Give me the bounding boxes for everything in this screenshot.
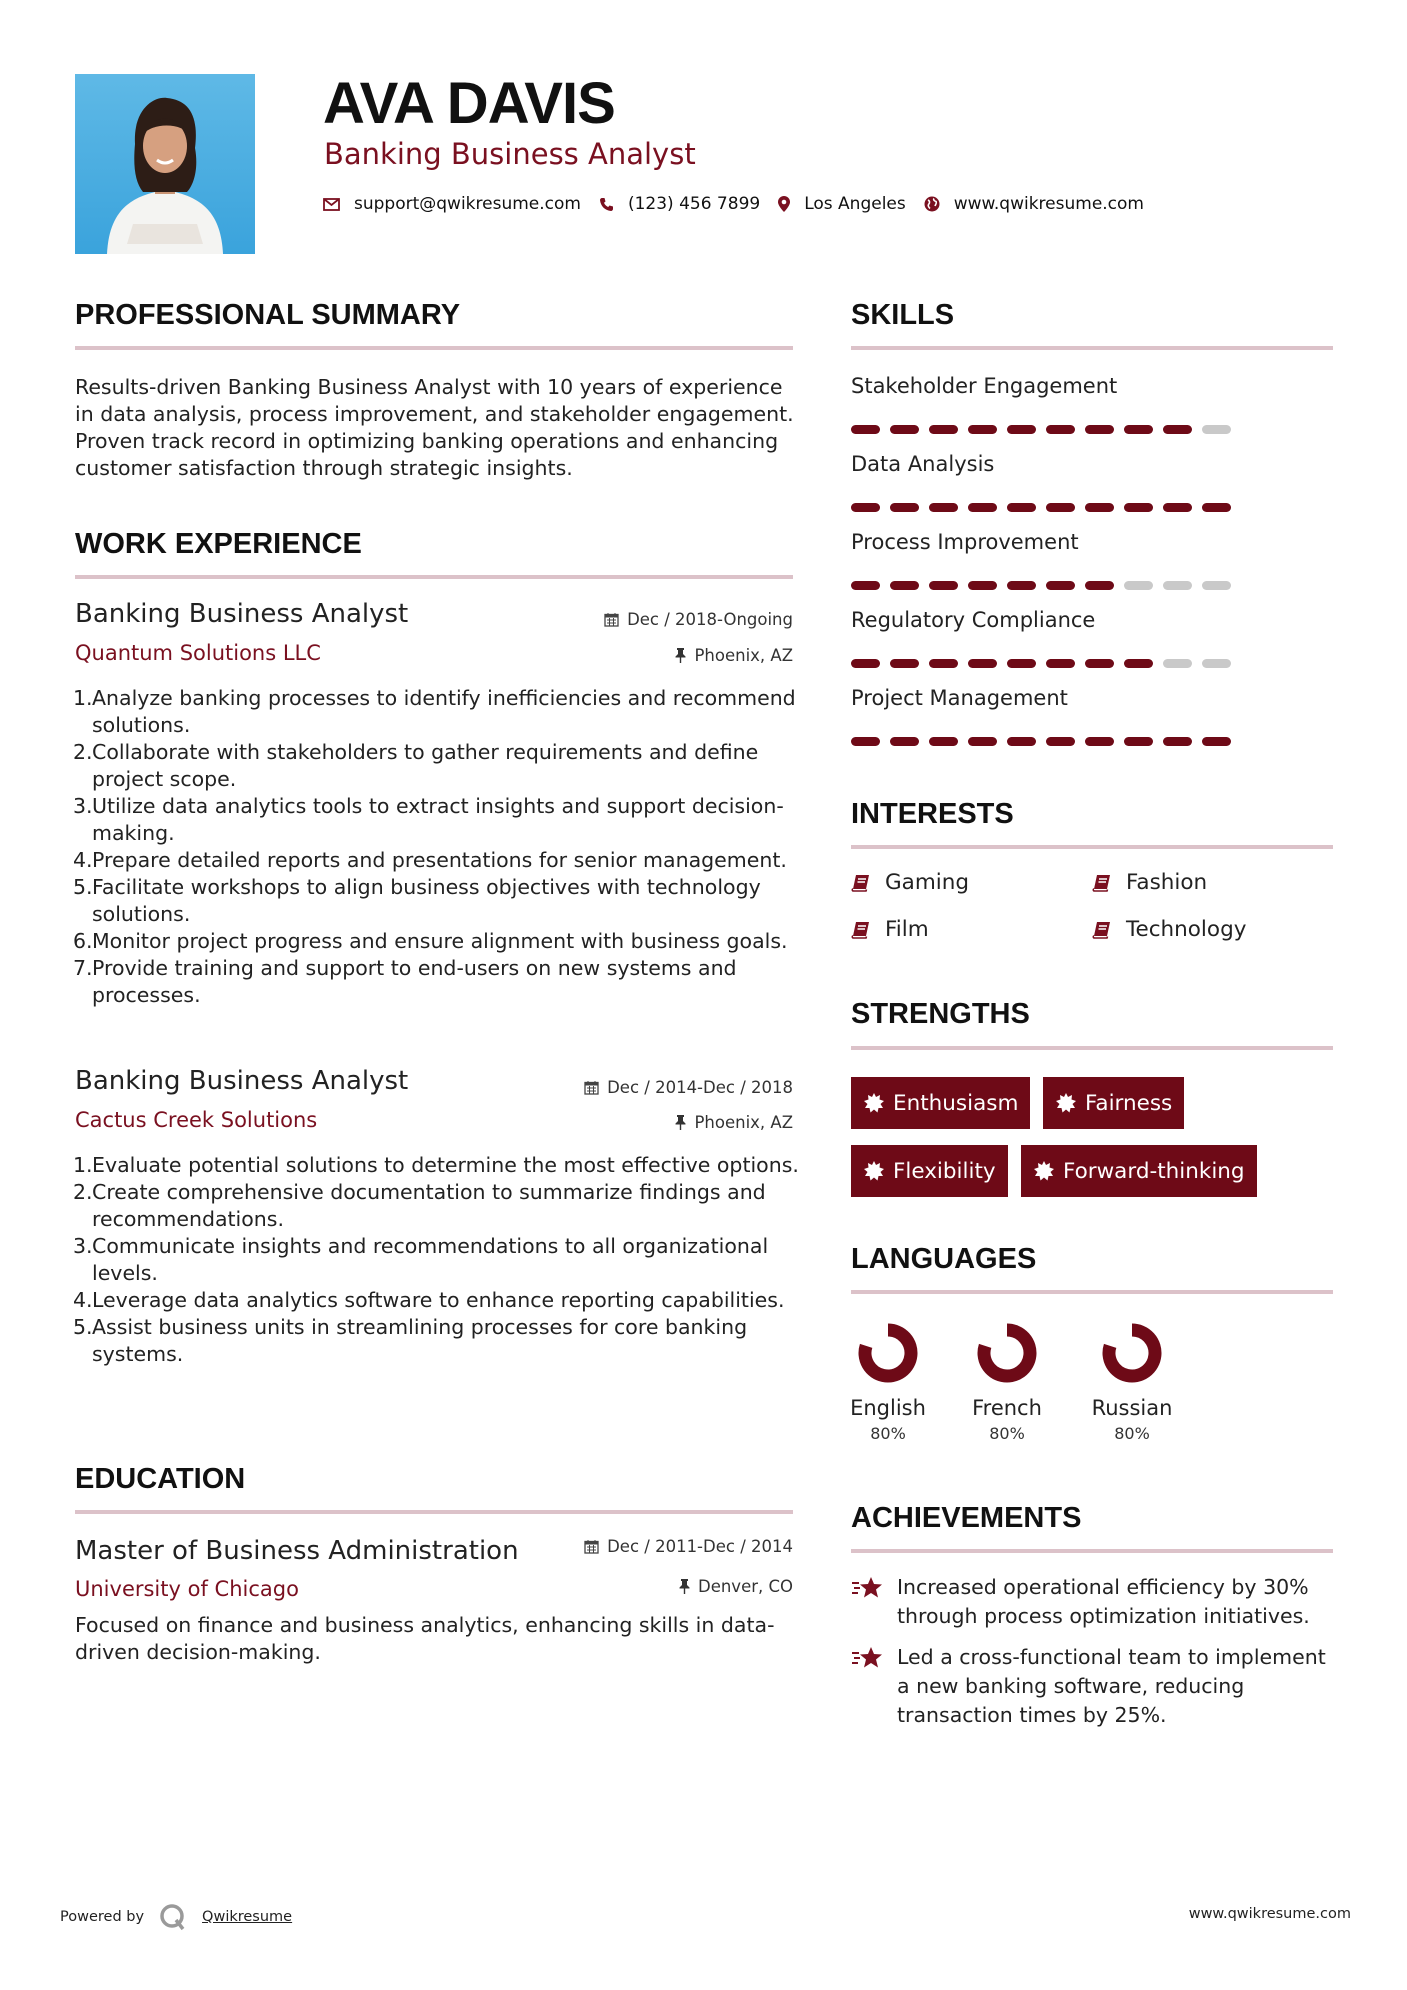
- skill-segment-filled: [1007, 581, 1036, 590]
- skill-segment-empty: [1202, 581, 1231, 590]
- languages-divider: [851, 1290, 1333, 1294]
- job-duties: [73, 1152, 803, 1368]
- job-location-text: Phoenix, AZ: [694, 1113, 793, 1132]
- contact-website-text: www.qwikresume.com: [953, 194, 1144, 214]
- book-icon: [851, 874, 871, 892]
- strength-badge: [851, 1077, 1030, 1129]
- list-item: 2. Collaborate with stakeholders to gather requirements and define project scope.: [73, 740, 759, 791]
- skill-name: Project Management: [851, 686, 1068, 710]
- skill-segment-filled: [1163, 737, 1192, 746]
- skill-segment-filled: [1085, 425, 1114, 434]
- education-location: [560, 1577, 793, 1596]
- skill-segment-filled: [1085, 659, 1114, 668]
- strength-label: Forward-thinking: [1063, 1158, 1245, 1184]
- job-role: Banking Business Analyst: [75, 1066, 409, 1096]
- achievement-text: Increased operational efficiency by 30% through process optimization initiatives.: [897, 1575, 1310, 1628]
- language-level-ring: [976, 1322, 1038, 1384]
- skill-name: Data Analysis: [851, 452, 995, 476]
- skill-segment-filled: [1046, 659, 1075, 668]
- skill-segment-filled: [1085, 503, 1114, 512]
- contact-email[interactable]: [323, 194, 581, 214]
- language-item: [1082, 1322, 1182, 1443]
- interest-label: Technology: [1126, 917, 1247, 942]
- education-location-text: Denver, CO: [697, 1577, 793, 1596]
- education-dates: [540, 1537, 793, 1556]
- powered-by-label: Powered by: [60, 1909, 145, 1925]
- footer-brand-link[interactable]: Qwikresume: [202, 1909, 293, 1925]
- achievement-item: [851, 1573, 1341, 1631]
- education-degree: Master of Business Administration: [75, 1536, 519, 1566]
- skill-segment-filled: [1046, 581, 1075, 590]
- job-dates: [560, 610, 793, 629]
- achievements-heading: ACHIEVEMENTS: [851, 1502, 1082, 1534]
- list-item: 4. Leverage data analytics software to enhance reporting capabilities.: [73, 1288, 785, 1312]
- skill-segment-filled: [1124, 425, 1153, 434]
- starburst-icon: [1034, 1161, 1054, 1181]
- language-name: English: [850, 1396, 926, 1420]
- calendar-icon: [604, 612, 619, 627]
- skill-segment-filled: [1085, 737, 1114, 746]
- language-level-ring: [857, 1322, 919, 1384]
- skill-segment-filled: [890, 581, 919, 590]
- summary-divider: [75, 346, 793, 350]
- achievement-item: [851, 1643, 1341, 1730]
- language-item: [957, 1322, 1057, 1443]
- achievements-divider: [851, 1549, 1333, 1553]
- interest-item: [851, 917, 929, 942]
- skill-segment-filled: [1124, 503, 1153, 512]
- skill-segment-filled: [929, 659, 958, 668]
- skill-segment-filled: [1202, 737, 1231, 746]
- pushpin-icon: [675, 648, 686, 663]
- education-divider: [75, 1510, 793, 1514]
- book-icon: [1092, 921, 1112, 939]
- education-heading: EDUCATION: [75, 1463, 246, 1495]
- skill-segment-filled: [929, 503, 958, 512]
- summary-heading: PROFESSIONAL SUMMARY: [75, 299, 461, 331]
- language-name: French: [972, 1396, 1042, 1420]
- achievement-text: Led a cross-functional team to implement a new banking software, reducing transaction times by 25%.: [897, 1645, 1326, 1727]
- skill-segment-filled: [1046, 737, 1075, 746]
- interest-label: Gaming: [885, 870, 970, 895]
- skill-segment-filled: [1007, 425, 1036, 434]
- contact-location: [778, 194, 906, 214]
- strengths-divider: [851, 1046, 1333, 1050]
- phone-icon: [599, 197, 614, 212]
- skill-segment-filled: [890, 659, 919, 668]
- skill-segment-empty: [1163, 581, 1192, 590]
- interest-item: [1092, 917, 1246, 942]
- summary-text: Results-driven Banking Business Analyst with 10 years of experience in data analysis, process improvement, and stakeholder engagement. Proven track record in optimizing banking operations and enhancing customer satisfaction through strategic insights.: [75, 375, 794, 480]
- interest-label: Film: [885, 917, 929, 942]
- language-percent: 80%: [1114, 1424, 1150, 1443]
- skill-segment-filled: [1163, 503, 1192, 512]
- education-dates-text: Dec / 2011-Dec / 2014: [607, 1537, 793, 1556]
- skill-level-bar: [851, 425, 1241, 434]
- job-duties: [73, 685, 803, 1009]
- strength-badge: [851, 1145, 1008, 1197]
- skill-segment-filled: [851, 737, 880, 746]
- skill-segment-filled: [1124, 737, 1153, 746]
- languages-heading: LANGUAGES: [851, 1243, 1037, 1275]
- skill-segment-empty: [1202, 659, 1231, 668]
- interest-label: Fashion: [1126, 870, 1208, 895]
- language-percent: 80%: [989, 1424, 1025, 1443]
- language-item: [838, 1322, 938, 1443]
- job-dates-text: Dec / 2018-Ongoing: [627, 610, 793, 629]
- list-item: 7. Provide training and support to end-users on new systems and processes.: [73, 956, 737, 1007]
- job-location: [560, 646, 793, 665]
- language-name: Russian: [1091, 1396, 1173, 1420]
- skill-segment-filled: [1007, 503, 1036, 512]
- skill-segment-filled: [1007, 737, 1036, 746]
- skill-segment-filled: [1163, 425, 1192, 434]
- calendar-icon: [584, 1080, 599, 1095]
- list-item: 4. Prepare detailed reports and presentations for senior management.: [73, 848, 787, 872]
- skill-segment-filled: [890, 737, 919, 746]
- skill-segment-filled: [929, 425, 958, 434]
- contact-location-text: Los Angeles: [804, 194, 906, 214]
- language-level-ring: [1101, 1322, 1163, 1384]
- pushpin-icon: [679, 1579, 690, 1594]
- globe-icon: [924, 196, 940, 212]
- strength-badge: [1043, 1077, 1184, 1129]
- list-item: 3. Communicate insights and recommendations to all organizational levels.: [73, 1234, 769, 1285]
- language-percent: 80%: [870, 1424, 906, 1443]
- starburst-icon: [1056, 1093, 1076, 1113]
- list-item: 3. Utilize data analytics tools to extract insights and support decision-making.: [73, 794, 784, 845]
- pushpin-icon: [675, 1115, 686, 1130]
- map-marker-icon: [778, 196, 790, 212]
- interests-heading: INTERESTS: [851, 798, 1014, 830]
- interest-item: [851, 870, 969, 895]
- contact-phone-text: (123) 456 7899: [627, 194, 761, 214]
- list-item: 6. Monitor project progress and ensure alignment with business goals.: [73, 929, 788, 953]
- skill-level-bar: [851, 581, 1241, 590]
- education-description: Focused on finance and business analytics, enhancing skills in data-driven decision-making.: [75, 1613, 775, 1664]
- book-icon: [851, 921, 871, 939]
- calendar-icon: [584, 1539, 599, 1554]
- starburst-icon: [864, 1093, 884, 1113]
- contact-email-text: support@qwikresume.com: [354, 194, 581, 214]
- interest-item: [1092, 870, 1207, 895]
- job-location-text: Phoenix, AZ: [694, 646, 793, 665]
- job-dates-text: Dec / 2014-Dec / 2018: [607, 1078, 793, 1097]
- contact-bar: [323, 194, 1162, 214]
- skill-segment-filled: [851, 503, 880, 512]
- skill-segment-filled: [890, 425, 919, 434]
- skill-segment-filled: [1124, 659, 1153, 668]
- skill-level-bar: [851, 503, 1241, 512]
- candidate-name: AVA DAVIS: [323, 71, 615, 136]
- starburst-icon: [864, 1161, 884, 1181]
- experience-heading: WORK EXPERIENCE: [75, 528, 362, 560]
- candidate-title: Banking Business Analyst: [324, 137, 696, 171]
- contact-phone[interactable]: [599, 194, 760, 214]
- skills-heading: SKILLS: [851, 299, 955, 331]
- experience-divider: [75, 575, 793, 579]
- list-item: 5. Facilitate workshops to align business objectives with technology solutions.: [73, 875, 761, 926]
- skill-segment-filled: [929, 581, 958, 590]
- skill-segment-filled: [968, 503, 997, 512]
- skill-segment-empty: [1202, 425, 1231, 434]
- skill-segment-filled: [1202, 503, 1231, 512]
- skill-segment-filled: [851, 659, 880, 668]
- job-role: Banking Business Analyst: [75, 599, 409, 629]
- skill-segment-filled: [968, 425, 997, 434]
- list-item: 1. Analyze banking processes to identify inefficiencies and recommend solutions.: [73, 686, 796, 737]
- book-icon: [1092, 874, 1112, 892]
- list-item: 1. Evaluate potential solutions to determine the most effective options.: [73, 1153, 799, 1177]
- job-dates: [540, 1078, 793, 1097]
- skills-divider: [851, 346, 1333, 350]
- job-location: [560, 1113, 793, 1132]
- skill-segment-filled: [968, 581, 997, 590]
- strengths-heading: STRENGTHS: [851, 998, 1030, 1030]
- skill-segment-empty: [1124, 581, 1153, 590]
- skill-level-bar: [851, 659, 1241, 668]
- qwikresume-logo-icon: [158, 1902, 188, 1932]
- strength-badge: [1021, 1145, 1257, 1197]
- shooting-star-icon: [851, 1645, 885, 1671]
- skill-segment-filled: [968, 737, 997, 746]
- strength-label: Flexibility: [893, 1158, 996, 1184]
- strength-label: Enthusiasm: [893, 1090, 1019, 1116]
- footer-powered-by: [60, 1902, 292, 1932]
- shooting-star-icon: [851, 1575, 885, 1601]
- interests-divider: [851, 845, 1333, 849]
- strength-label: Fairness: [1085, 1090, 1173, 1116]
- envelope-icon: [323, 198, 340, 211]
- skill-segment-filled: [851, 581, 880, 590]
- skill-segment-filled: [929, 737, 958, 746]
- skill-segment-empty: [1163, 659, 1192, 668]
- skill-level-bar: [851, 737, 1241, 746]
- job-company: Cactus Creek Solutions: [75, 1108, 318, 1132]
- skill-segment-filled: [1085, 581, 1114, 590]
- skill-segment-filled: [851, 425, 880, 434]
- contact-website[interactable]: [924, 194, 1144, 214]
- skill-segment-filled: [1007, 659, 1036, 668]
- job-company: Quantum Solutions LLC: [75, 641, 321, 665]
- education-school: University of Chicago: [75, 1577, 299, 1601]
- skill-segment-filled: [1046, 425, 1075, 434]
- skill-segment-filled: [968, 659, 997, 668]
- skill-name: Process Improvement: [851, 530, 1079, 554]
- skill-segment-filled: [1046, 503, 1075, 512]
- list-item: 5. Assist business units in streamlining processes for core banking systems.: [73, 1315, 748, 1366]
- skill-segment-filled: [890, 503, 919, 512]
- skill-name: Stakeholder Engagement: [851, 374, 1118, 398]
- footer-url[interactable]: www.qwikresume.com: [1188, 1906, 1351, 1922]
- skill-name: Regulatory Compliance: [851, 608, 1096, 632]
- profile-photo: [75, 74, 255, 254]
- list-item: 2. Create comprehensive documentation to summarize findings and recommendations.: [73, 1180, 766, 1231]
